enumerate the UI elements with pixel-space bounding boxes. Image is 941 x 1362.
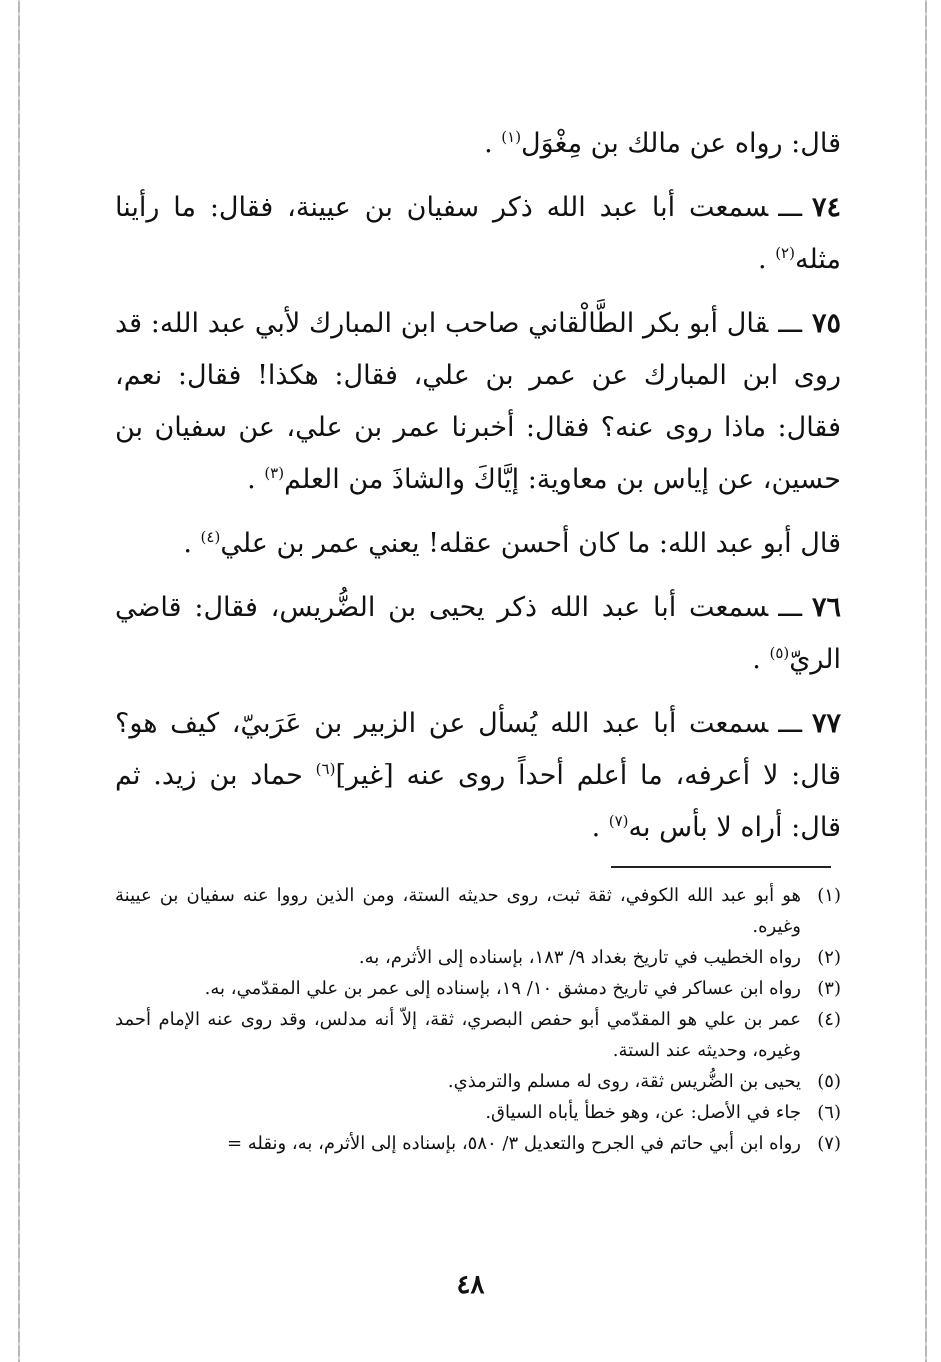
footnote-ref-2[interactable]: (٢) — [775, 244, 795, 262]
footnote-5: (٥) يحيى بن الضُّريس ثقة، روى له مسلم والترمذي. — [447, 1071, 841, 1092]
item-number: ٧٧ — [811, 708, 841, 739]
footnote-ref-6[interactable]: (٦) — [315, 760, 336, 778]
footnote-3: (٣) رواه ابن عساكر في تاريخ دمشق ١٠/ ١٩، بإسناده إلى عمر بن علي المقدّمي، به. — [204, 978, 841, 999]
footnote-ref-5[interactable]: (٥) — [769, 644, 790, 662]
scan-edge-right — [925, 0, 927, 1362]
footnote-separator — [611, 866, 831, 868]
footnotes — [115, 880, 841, 1159]
footnote-1: (١) هو أبو عبد الله الكوفي، ثقة ثبت، روى حديثه الستة، ومن الذين رووا عنه سفيان بن عيينة وغيره. — [115, 885, 841, 937]
footnote-7: (٧) رواه ابن أبي حاتم في الجرح والتعديل ٣/ ٥٨٠، بإسناده إلى الأثرم، به، ونقله = — [226, 1133, 841, 1154]
item-number: ٧٤ — [811, 192, 841, 223]
footnote-6: (٦) جاء في الأصل: عن، وهو خطأ يأباه السياق. — [485, 1102, 841, 1123]
item-number: ٧٥ — [811, 308, 841, 339]
scan-edge-left — [18, 0, 20, 1362]
footnote-ref-1[interactable]: (١) — [501, 128, 522, 146]
footnote-2: (٢) رواه الخطيب في تاريخ بغداد ٩/ ١٨٣، بإسناده إلى الأثرم، به. — [358, 947, 841, 968]
item-number: ٧٦ — [811, 592, 841, 623]
page-number: ٤٨ — [456, 1270, 485, 1300]
footnote-ref-7[interactable]: (٧) — [608, 812, 629, 830]
paragraph-abu-abdullah: قال أبو عبد الله: ما كان أحسن عقله! يعني عمر بن علي$^{(٤)}$ . — [183, 528, 841, 559]
footnote-4: (٤) عمر بن علي هو المقدّمي أبو حفص البصري، ثقة، إلاّ أنه مدلس، وقد روى عنه الإمام أحمد وغيره، وحديثه عند الستة. — [115, 1009, 841, 1061]
main-text — [115, 118, 841, 866]
paragraph-76: ٧٦ـــسمعت أبا عبد الله ذكر يحيى بن الضُّريس، فقال: قاضي الريّ$^{(٥)}$ . — [115, 592, 841, 675]
paragraph-77: ٧٧ـــسمعت أبا عبد الله يُسأل عن الزبير بن عَرَبيّ، كيف هو؟ قال: لا أعرفه، ما أعلم أحداً روى عنه [غير]$^{(٦)}$ حماد بن زيد. ثم قال: أراه لا بأس به$^{(٧)}$ . — [115, 708, 841, 843]
footnote-ref-3[interactable]: (٣) — [264, 464, 285, 482]
paragraph-75: ٧٥ـــقال أبو بكر الطَّالْقاني صاحب ابن المبارك لأبي عبد الله: قد روى ابن المبارك عن عمر بن علي، فقال: هكذا! فقال: نعم، فقال: ماذا روى عنه؟ فقال: أخبرنا عمر بن علي، عن سفيان بن حسين، عن إياس بن معاوية: إيَّاكَ والشاذَ من العلم$^{(٣)}$ . — [115, 308, 841, 495]
footnote-ref-4[interactable]: (٤) — [200, 528, 221, 546]
paragraph-1: قال: رواه عن مالك بن مِغْوَل$^{(١)}$ . — [484, 128, 841, 159]
paragraph-74: ٧٤ـــسمعت أبا عبد الله ذكر سفيان بن عيينة، فقال: ما رأينا مثله$^{(٢)}$ . — [115, 192, 841, 275]
